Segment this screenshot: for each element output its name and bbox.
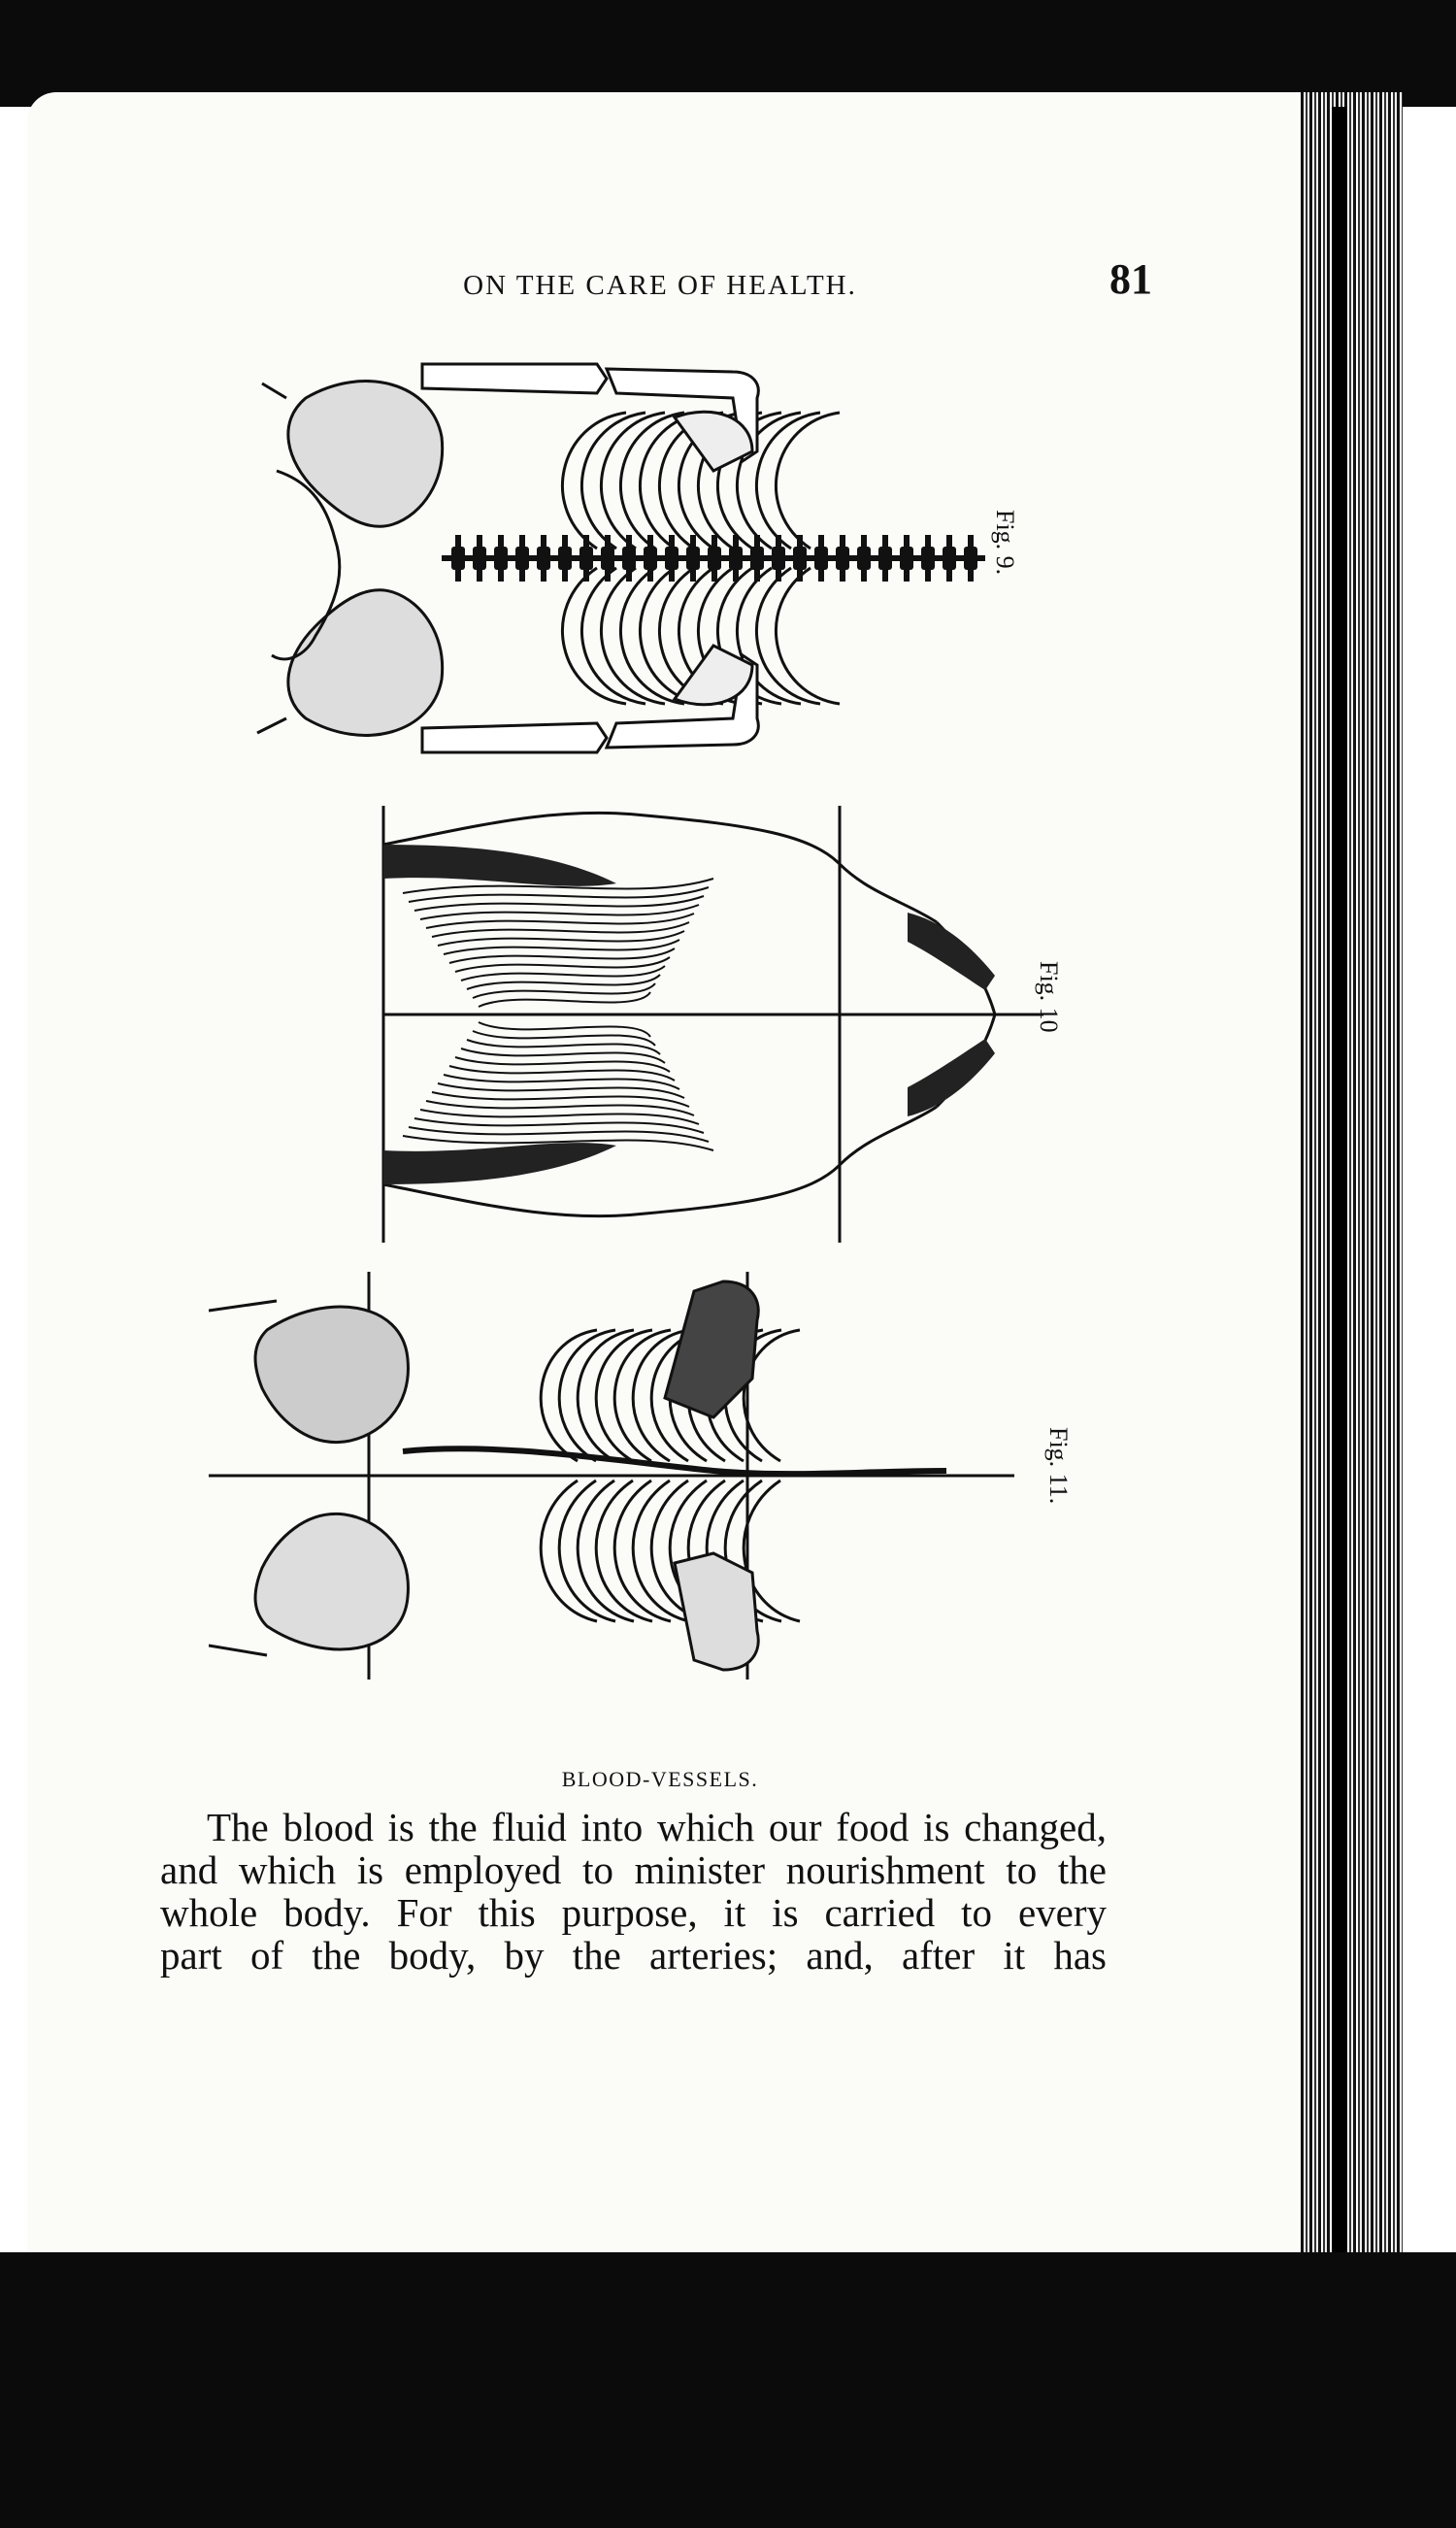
figure-9-caption: Fig. 9.	[991, 510, 1019, 576]
figure-9	[248, 345, 1019, 772]
paragraph-line: part of the body, by the arteries; and, after it has	[160, 1933, 1107, 1978]
figure-10-caption: Fig. 10	[1035, 961, 1063, 1033]
paragraph-line: whole body. For this purpose, it is carried to every	[160, 1890, 1107, 1935]
figure-11	[209, 1272, 1073, 1689]
page-edges	[1301, 92, 1403, 2267]
skeleton-illustration	[209, 1272, 1014, 1689]
section-heading: BLOOD-VESSELS.	[561, 1767, 759, 1791]
scan-border-top	[0, 0, 1456, 107]
figure-11-caption: Fig. 11.	[1044, 1427, 1073, 1505]
scan-border-bottom	[0, 2252, 1456, 2528]
running-head: ON THE CARE OF HEALTH.	[463, 270, 857, 301]
page-number: 81	[1109, 255, 1152, 303]
paragraph-line: and which is employed to minister nourishment to the	[160, 1847, 1107, 1892]
figure-10	[364, 806, 1063, 1243]
skeleton-illustration	[248, 345, 1005, 772]
page-edge-shadow	[1332, 107, 1347, 2262]
paragraph-line: The blood is the fluid into which our food is changed,	[207, 1805, 1107, 1849]
body-paragraph	[160, 1806, 1107, 1977]
torso-illustration	[364, 806, 1043, 1243]
